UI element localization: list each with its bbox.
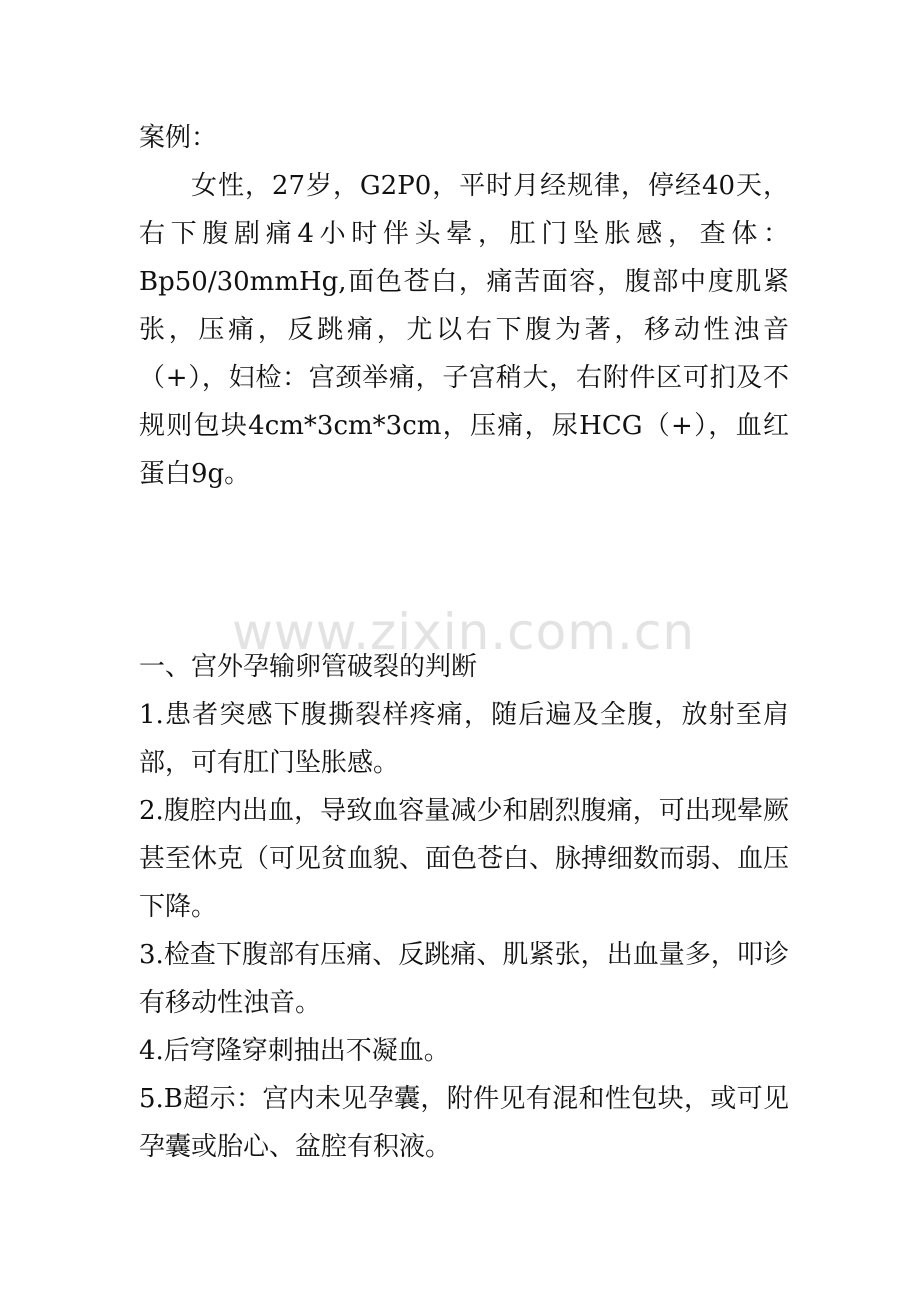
diagnosis-section bbox=[139, 643, 789, 1171]
case-description: 女性，27岁，G2P0，平时月经规律，停经40天，右下腹剧痛4小时伴头晕，肛门坠胀感，查体：Bp50/30mmHg,面色苍白，痛苦面容，腹部中度肌紧张，压痛，反跳痛，尤以右下腹为著，移动性浊音（+），妇检：宫颈举痛，子宫稍大，右附件区可扪及不规则包块4cm*3cm*3cm，压痛，尿HCG（+），血红蛋白9g。 bbox=[139, 171, 789, 489]
case-label: 案例： bbox=[139, 123, 218, 153]
list-item: 5.B超示：宫内未见孕囊，附件见有混和性包块，或可见孕囊或胎心、盆腔有积液。 bbox=[139, 1084, 789, 1162]
watermark: www.zixin.com.cn bbox=[232, 603, 696, 661]
section-title: 一、宫外孕输卵管破裂的判断 bbox=[139, 652, 478, 682]
document-page bbox=[139, 0, 789, 1302]
list-item: 4.后穹隆穿刺抽出不凝血。 bbox=[139, 1036, 450, 1066]
list-item: 1.患者突感下腹撕裂样疼痛，随后遍及全腹，放射至肩部，可有肛门坠胀感。 bbox=[139, 700, 789, 778]
list-item: 2.腹腔内出血，导致血容量减少和剧烈腹痛，可出现晕厥甚至休克（可见贫血貌、面色苍白、脉搏细数而弱、血压下降。 bbox=[139, 796, 790, 922]
list-item: 3.检查下腹部有压痛、反跳痛、肌紧张，出血量多，叩诊有移动性浊音。 bbox=[139, 940, 789, 1018]
